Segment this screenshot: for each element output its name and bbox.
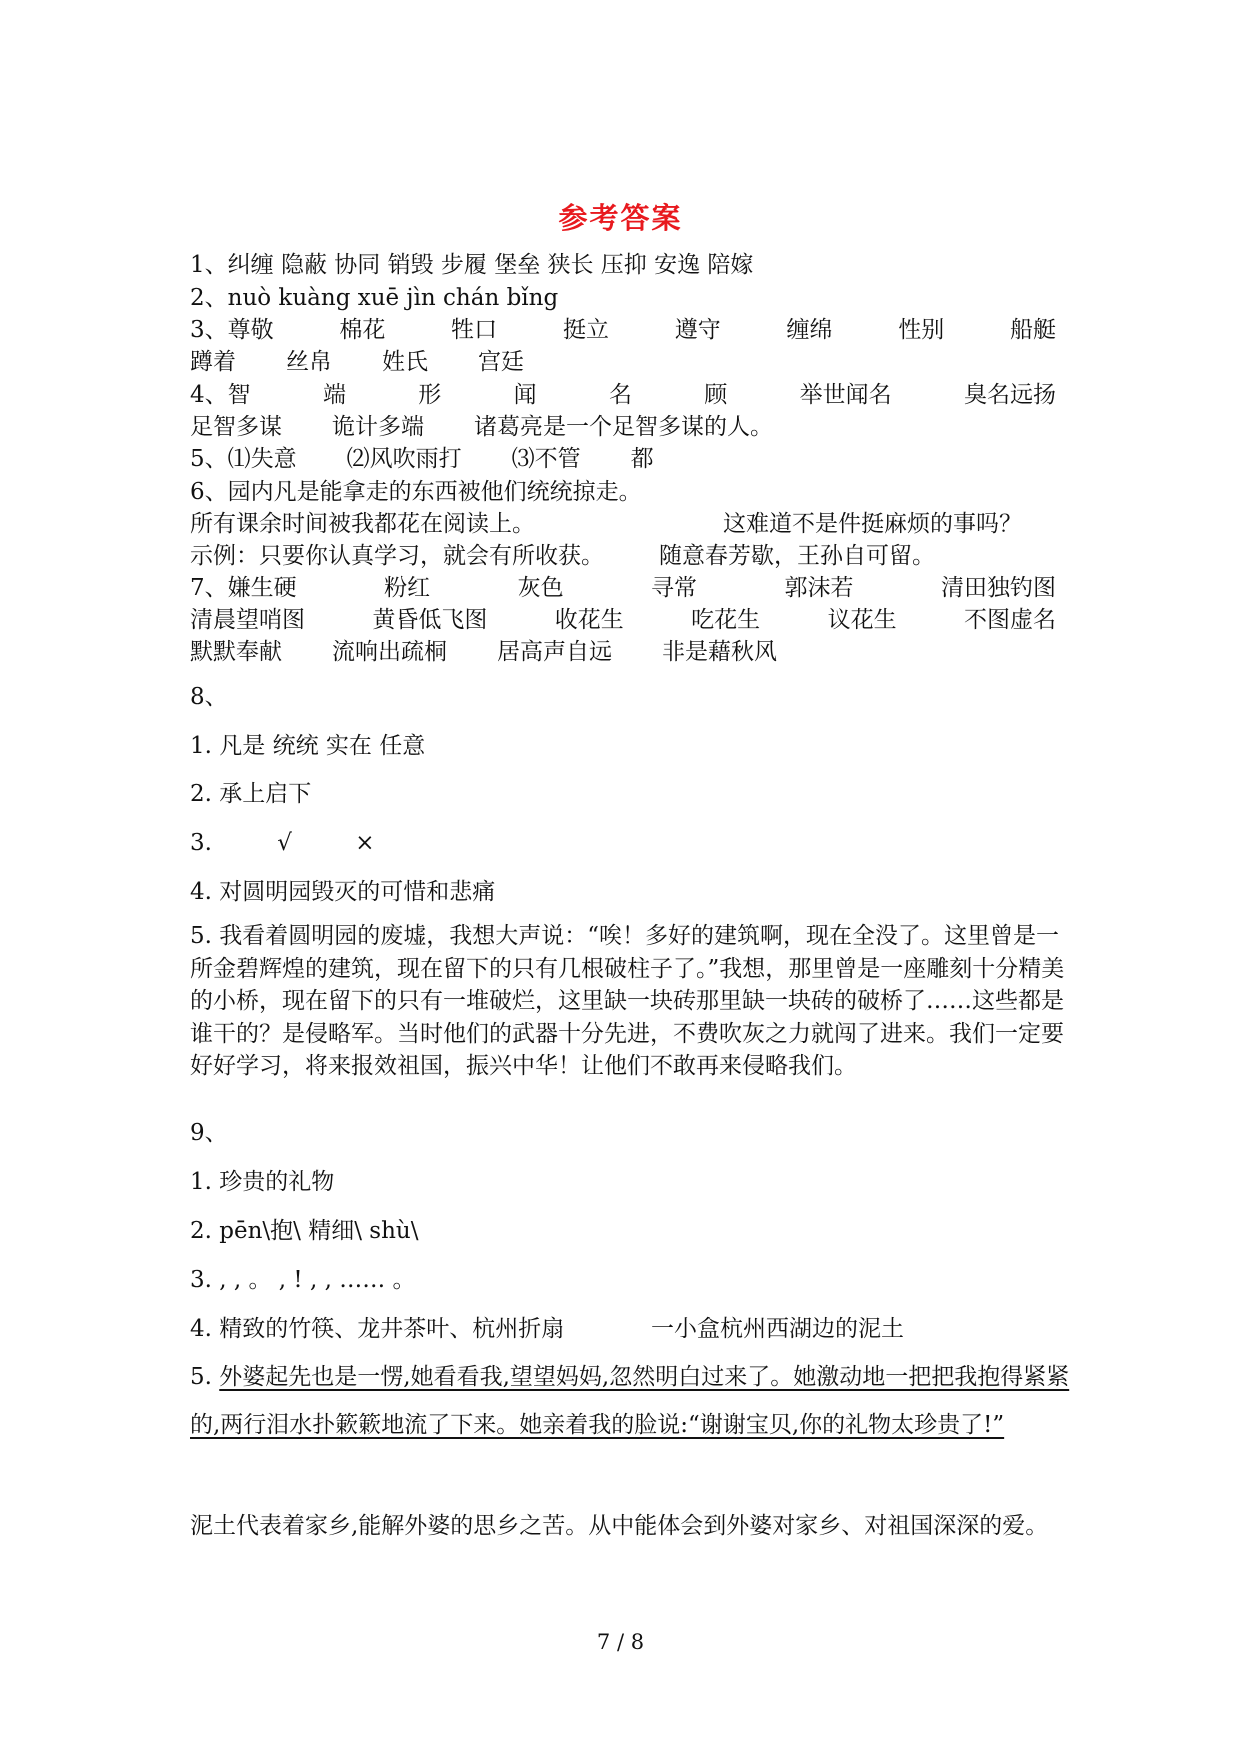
- word: 端: [322, 382, 346, 408]
- word: 顾: [704, 382, 728, 408]
- word: 不图虚名: [963, 607, 1056, 633]
- answer-8-1: 1. 凡是 统统 实在 任意: [190, 733, 426, 759]
- word: 3、尊敬: [190, 317, 274, 343]
- underlined-answer: 外婆起先也是一愣,她看看我,望望妈妈,忽然明白过来了。她激动地一把把我抱得紧紧的,两行泪水扑簌簌地流了下来。她亲着我的脸说:“谢谢宝贝,你的礼物太珍贵了!”: [190, 1364, 1070, 1438]
- word: 黄昏低飞图: [372, 607, 488, 633]
- answer-8-head: 8、: [190, 684, 228, 710]
- answer-8-5: 5. 我看着圆明园的废墟，我想大声说：“唉！多好的建筑啊，现在全没了。这里曾是一所金碧辉煌的建筑，现在留下的只有几根破柱子了。”我想，那里曾是一座雕刻十分精美的小桥，现在留下的只有一堆破烂，这里缺一块砖那里缺一块砖的破桥了……这些都是谁干的？是侵略军。当时他们的武器十分先进，不费吹灰之力就闯了进来。我们一定要好好学习，将来报效祖国，振兴中华！让他们不敢再来侵略我们。: [190, 923, 1065, 1079]
- word: 清田独钓图: [940, 575, 1056, 601]
- answer-9-5-explanation: 泥土代表着家乡,能解外婆的思乡之苦。从中能体会到外婆对家乡、对祖国深深的爱。: [190, 1513, 1049, 1539]
- word: 缠绵: [786, 317, 833, 343]
- word: 都: [630, 446, 654, 472]
- word: 郭沫若: [784, 575, 854, 601]
- cross-mark: ×: [355, 830, 375, 856]
- word: 吃花生: [691, 607, 761, 633]
- word: 4、智: [190, 382, 251, 408]
- word: 7、嫌生硬: [190, 575, 297, 601]
- word: 牲口: [451, 317, 498, 343]
- word: 清晨望哨图: [190, 607, 305, 633]
- answer-4-row2: [190, 411, 1056, 443]
- answer-9-5: [190, 1353, 1070, 1449]
- answer-3-row2: [190, 346, 1056, 378]
- word: 名: [608, 382, 632, 408]
- answer-6-line2a: 所有课余时间被我都花在阅读上。: [190, 511, 535, 537]
- answer-2: 2、nuò kuàng xuē jìn chán bǐng: [190, 285, 559, 311]
- word: 足智多谋: [190, 414, 282, 440]
- word: 5、⑴失意: [190, 446, 297, 472]
- word: 流响出疏桐: [332, 639, 447, 665]
- word: ⑶不管: [511, 446, 581, 472]
- answer-3-row1: [190, 314, 1056, 346]
- word: 宫廷: [478, 349, 524, 375]
- answer-5: [190, 443, 1056, 475]
- answer-1: 1、纠缠 隐蔽 协同 销毁 步履 堡垒 狭长 压抑 安逸 陪嫁: [190, 252, 754, 278]
- word: 臭名远扬: [963, 382, 1056, 408]
- word: 非是藉秋风: [662, 639, 777, 665]
- answer-8-4: 4. 对圆明园毁灭的可惜和悲痛: [190, 879, 496, 905]
- answer-9-4a: 4. 精致的竹筷、龙井茶叶、杭州折扇: [190, 1316, 565, 1342]
- word: 寻常: [651, 575, 698, 601]
- answer-7-row3: [190, 636, 1056, 668]
- word: 形: [418, 382, 442, 408]
- word: 举世闻名: [799, 382, 892, 408]
- word: 居高声自远: [497, 639, 612, 665]
- word: 丝帛: [286, 349, 332, 375]
- word: 蹲着: [190, 349, 236, 375]
- answer-7-row1: [190, 572, 1056, 604]
- page-number: 7 / 8: [596, 1630, 645, 1654]
- word: 诡计多端: [332, 414, 424, 440]
- check-mark: √: [277, 830, 292, 856]
- word: 闻: [513, 382, 537, 408]
- word: 性别: [898, 317, 945, 343]
- answer-6-line3a: 示例：只要你认真学习，就会有所收获。: [190, 543, 604, 569]
- answer-9-1: 1. 珍贵的礼物: [190, 1169, 335, 1195]
- word: 棉花: [339, 317, 386, 343]
- answer-6-line2b: 这难道不是件挺麻烦的事吗？: [723, 511, 1022, 537]
- answer-9-2: 2. pēn\抱\ 精细\ shù\: [190, 1218, 419, 1244]
- word: 粉红: [384, 575, 431, 601]
- word: 遵守: [674, 317, 721, 343]
- answer-9-head: 9、: [190, 1120, 228, 1146]
- word: 默默奉献: [190, 639, 282, 665]
- answer-9-3: 3. , , 。 , ! , , …… 。: [190, 1267, 416, 1293]
- answer-9-4b: 一小盒杭州西湖边的泥土: [651, 1316, 904, 1342]
- word: 灰色: [517, 575, 564, 601]
- answer-8-2: 2. 承上启下: [190, 781, 312, 807]
- answer-4-row1: [190, 379, 1056, 411]
- word: ⑵风吹雨打: [346, 446, 462, 472]
- word: 诸葛亮是一个足智多谋的人。: [474, 414, 773, 440]
- word: 姓氏: [382, 349, 428, 375]
- word: 挺立: [562, 317, 609, 343]
- answer-8-3: [190, 827, 375, 859]
- answer-6-line3b: 随意春芳歇，王孙自可留。: [659, 543, 935, 569]
- word: 议花生: [827, 607, 897, 633]
- word: 收花生: [554, 607, 624, 633]
- page-title: 参考答案: [558, 201, 683, 235]
- answer-6-line1: 6、园内凡是能拿走的东西被他们统统掠走。: [190, 479, 642, 505]
- item-number: 5.: [190, 1364, 220, 1390]
- word: 船艇: [1010, 317, 1056, 343]
- answer-7-row2: [190, 604, 1056, 636]
- item-number: 3.: [190, 830, 212, 856]
